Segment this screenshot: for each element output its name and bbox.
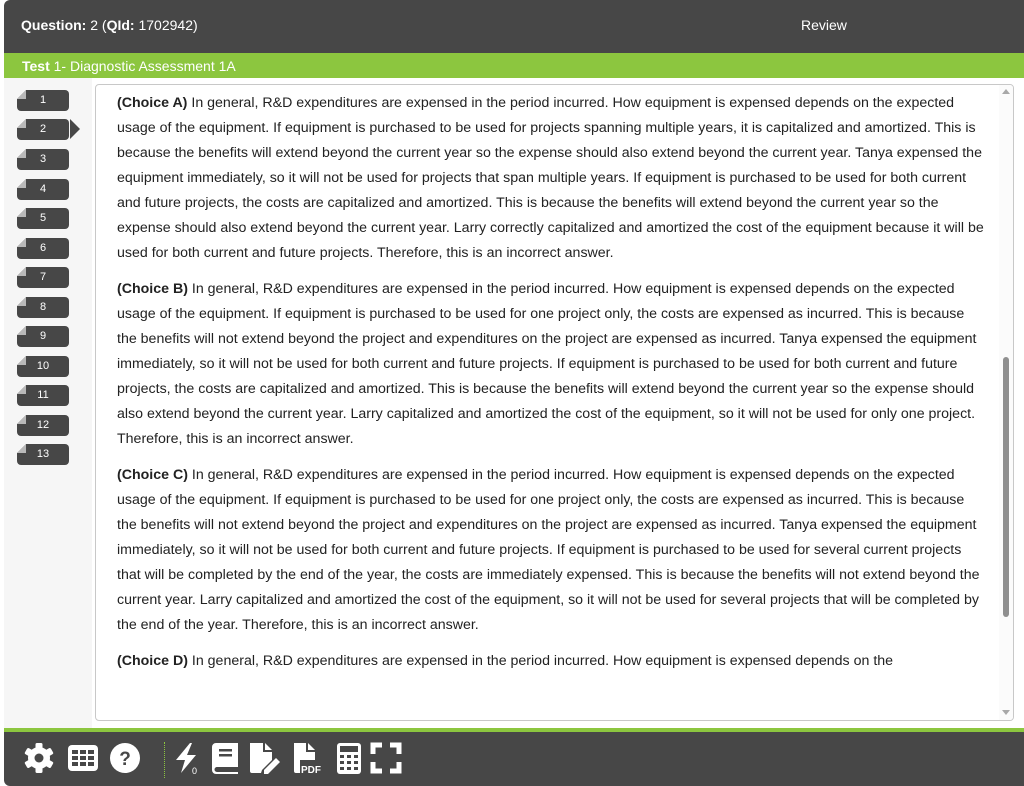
- question-nav-6[interactable]: [17, 238, 69, 259]
- gear-icon: [22, 741, 56, 775]
- help-button[interactable]: [108, 741, 142, 775]
- question-nav-label: 12: [36, 419, 50, 431]
- choice-d-explanation: [117, 649, 987, 674]
- choice-text: In general, R&D expenditures are expensed in the period incurred. How equipment is expensed depends on the expected usage of the equipment. If equipment is purchased to be used for projects spanning multiple years, it is capitalized and amortized. This is because the benefits will extend beyond the current year so the expense should also extend beyond the current year. Tanya expensed the equipment immediately, so it will not be used for projects that span multiple years. If equipment is purchased to be used for both current and future projects, the costs are capitalized and amortized. This is because the benefits will extend beyond the current year so the expense should also extend beyond the current year. Larry correctly capitalized and amortized the cost of the equipment because it will be used for both current and future projects. Therefore, this is an incorrect answer.: [117, 95, 984, 261]
- question-nav-label: 5: [39, 212, 47, 224]
- settings-button[interactable]: [22, 741, 56, 775]
- question-label: Question:: [21, 17, 87, 33]
- question-nav-9[interactable]: [17, 326, 69, 347]
- choice-label: (Choice A): [117, 95, 188, 111]
- question-nav-7[interactable]: [17, 267, 69, 288]
- svg-text:0: 0: [192, 766, 198, 775]
- test-label: Test: [22, 58, 50, 74]
- question-nav-label: 10: [36, 360, 50, 372]
- help-icon: [108, 741, 142, 775]
- question-nav-5[interactable]: [17, 208, 69, 229]
- test-name: 1- Diagnostic Assessment 1A: [53, 58, 236, 74]
- grid-icon: [66, 741, 100, 775]
- question-nav-label: 7: [39, 271, 47, 283]
- question-nav-label: 2: [39, 123, 47, 135]
- question-nav-1[interactable]: [17, 90, 69, 111]
- choice-label: (Choice C): [117, 467, 188, 483]
- current-question-arrow-icon: [70, 119, 80, 139]
- choice-text: In general, R&D expenditures are expensed in the period incurred. How equipment is expensed depends on the expected usage of the equipment. If equipment is purchased to be used for one project only, the costs are expensed as incurred. This is because the benefits will not extend beyond the project and expenditures on the project are expensed as incurred. Tanya expensed the equipment immediately, so it will not be used for both current and future projects. If equipment is purchased to be used for several current projects that will be completed by the end of the year, the costs are immediately expensed. This is because the benefits will not extend beyond the current year. Larry capitalized and amortized the cost of the equipment, so it will not be used for several projects that will be completed by the end of the year. Therefore, this is an incorrect answer.: [117, 467, 980, 633]
- question-nav-label: 8: [39, 301, 47, 313]
- choice-b-explanation: [117, 277, 987, 452]
- test-bar: [4, 53, 1024, 78]
- choice-text: In general, R&D expenditures are expensed in the period incurred. How equipment is expensed depends on the expected usage of the equipment. If equipment is purchased to be used for one project only, the costs are expensed as incurred. This is because the benefits will not extend beyond the project and expenditures on the project are expensed as incurred. Tanya expensed the equipment immediately, so it will not be used for both current and future projects. If equipment is purchased to be used for both current and future projects, the costs are capitalized and amortized. This is because the benefits will extend beyond the current year so the expense should also extend beyond the current year. Larry capitalized and amortized the cost of the equipment, so it will not be used for only one project. Therefore, this is an incorrect answer.: [117, 281, 977, 447]
- choice-a-explanation: [117, 91, 987, 266]
- notes-icon: [247, 741, 281, 775]
- question-nav-8[interactable]: [17, 297, 69, 318]
- question-nav-label: 9: [39, 330, 47, 342]
- question-title: Question: 2 (QId: 1702942): [21, 17, 198, 33]
- scrollbar-thumb[interactable]: [1003, 357, 1009, 617]
- question-nav-4[interactable]: [17, 179, 69, 200]
- pdf-icon: [290, 741, 324, 775]
- qid-label: QId:: [106, 17, 135, 33]
- question-nav-label: 11: [37, 389, 49, 401]
- choice-c-explanation: [117, 463, 987, 638]
- review-label: Review: [801, 17, 847, 33]
- top-header: [4, 0, 1024, 53]
- question-nav-label: 3: [39, 153, 47, 165]
- flashcards-button[interactable]: [170, 741, 204, 775]
- question-number: 2: [90, 17, 99, 33]
- choice-label: (Choice B): [117, 281, 188, 297]
- notes-button[interactable]: [247, 741, 281, 775]
- question-navigator: [4, 78, 92, 728]
- scroll-down-arrow-icon[interactable]: [1002, 710, 1010, 715]
- calculator-icon: [332, 741, 366, 775]
- question-nav-label: 13: [36, 448, 50, 460]
- qid-value: 1702942: [138, 17, 193, 33]
- test-title: [22, 58, 236, 74]
- toolbar-separator: [164, 742, 165, 778]
- question-nav-13[interactable]: [17, 444, 69, 465]
- pdf-button[interactable]: [290, 741, 324, 775]
- svg-text:PDF: PDF: [301, 765, 321, 775]
- explanation-text: [117, 91, 987, 685]
- vertical-scrollbar[interactable]: [999, 85, 1013, 720]
- notebook-button[interactable]: [208, 741, 242, 775]
- fullscreen-button[interactable]: [369, 741, 403, 775]
- question-nav-label: 1: [39, 94, 47, 106]
- bottom-toolbar: [4, 732, 1024, 786]
- question-nav-12[interactable]: [17, 415, 69, 436]
- flashcard-icon: [170, 741, 204, 775]
- lab-values-button[interactable]: [66, 741, 100, 775]
- question-nav-11[interactable]: [17, 385, 69, 406]
- choice-label: (Choice D): [117, 653, 188, 669]
- svg-text:?: ?: [119, 749, 131, 770]
- fullscreen-icon: [369, 741, 403, 775]
- calculator-button[interactable]: [332, 741, 366, 775]
- notebook-icon: [208, 741, 242, 775]
- question-nav-3[interactable]: [17, 149, 69, 170]
- question-nav-label: 6: [39, 242, 47, 254]
- scroll-up-arrow-icon[interactable]: [1002, 89, 1010, 94]
- choice-text: In general, R&D expenditures are expensed in the period incurred. How equipment is expensed depends on the: [191, 653, 894, 669]
- explanation-panel[interactable]: [95, 84, 1014, 721]
- question-nav-2-current[interactable]: [17, 119, 69, 140]
- question-nav-10[interactable]: [17, 356, 69, 377]
- question-nav-label: 4: [39, 183, 47, 195]
